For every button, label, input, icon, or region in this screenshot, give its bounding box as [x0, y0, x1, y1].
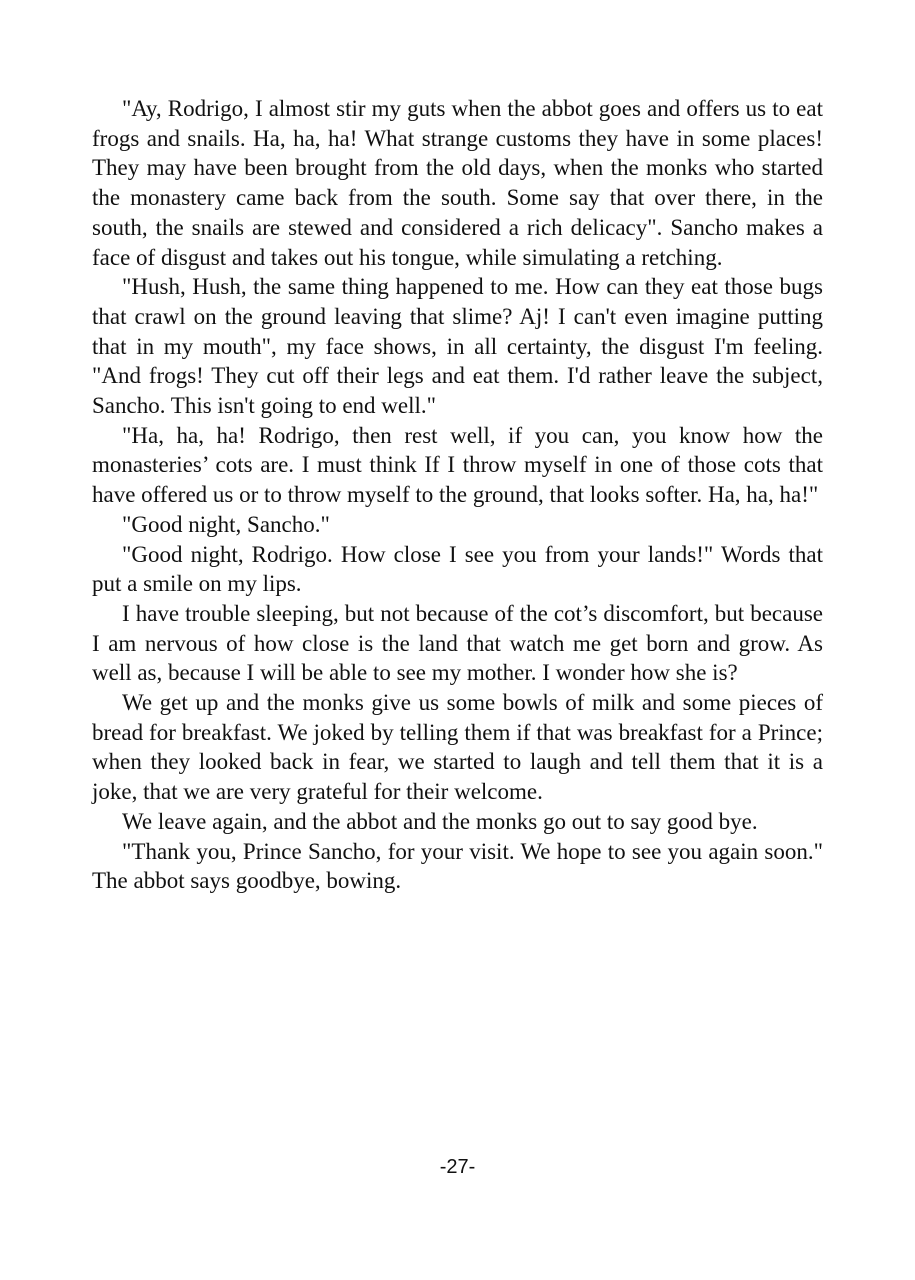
page-body — [92, 94, 823, 896]
paragraph: "Ay, Rodrigo, I almost stir my guts when the abbot goes and offers us to eat frogs and snails. Ha, ha, ha! What strange customs they have in some places! They may have been brought from the old days, when the monks who started the monastery came back from the south. Some say that over there, in the south, the snails are stewed and considered a rich delicacy". Sancho makes a face of disgust and takes out his tongue, while simulating a retching. — [92, 96, 823, 270]
paragraph: "Ha, ha, ha! Rodrigo, then rest well, if you can, you know how the monasteries’ cots are. I must think If I throw myself in one of those cots that have offered us or to throw myself to the ground, that looks softer. Ha, ha, ha!" — [92, 422, 823, 508]
paragraph: We leave again, and the abbot and the monks go out to say good bye. — [122, 808, 758, 834]
paragraph: We get up and the monks give us some bowls of milk and some pieces of bread for breakfast. We joked by telling them if that was breakfast for a Prince; when they looked back in fear, we started to laugh and tell them that it is a joke, that we are very grateful for their welcome. — [92, 690, 823, 805]
paragraph: "Hush, Hush, the same thing happened to me. How can they eat those bugs that crawl on the ground leaving that slime? Aj! I can't even imagine putting that in my mouth", my face shows, in all certainty, the disgust I'm feeling. "And frogs! They cut off their legs and eat them. I'd rather leave the subject, Sancho. This isn't going to end well." — [92, 274, 823, 419]
paragraph: "Good night, Sancho." — [122, 511, 330, 537]
paragraph: "Good night, Rodrigo. How close I see you from your lands!" Words that put a smile on my lips. — [92, 541, 823, 597]
paragraph: "Thank you, Prince Sancho, for your visit. We hope to see you again soon." The abbot says goodbye, bowing. — [92, 838, 823, 894]
page-number: -27- — [439, 1156, 476, 1178]
paragraph: I have trouble sleeping, but not because of the cot’s discomfort, but because I am nervous of how close is the land that watch me get born and grow. As well as, because I will be able to see my mother. I wonder how she is? — [92, 600, 823, 686]
